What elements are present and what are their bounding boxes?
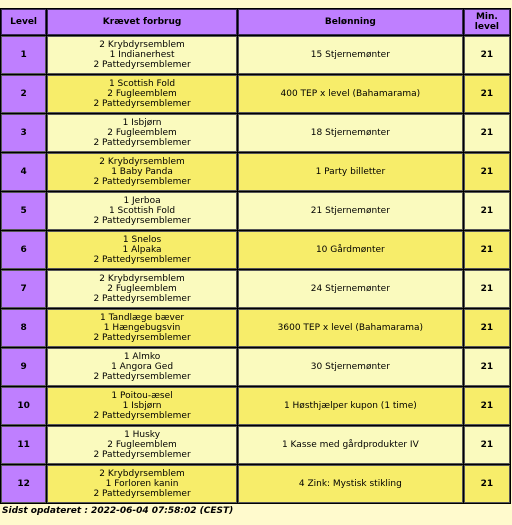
required-item: 2 Pattedyrsemblemer	[93, 489, 191, 499]
reward-cell: 4 Zink: Mystisk stikling	[238, 465, 463, 503]
reward-cell: 1 Party billetter	[238, 153, 463, 191]
required-item: 2 Fugleemblem	[107, 128, 177, 138]
table-row	[1, 231, 510, 269]
table-row	[1, 309, 510, 347]
required-item: 2 Fugleemblem	[107, 89, 177, 99]
header-level: Level	[1, 9, 46, 35]
required-item: 1 Indianerhest	[109, 50, 175, 60]
table-row	[1, 36, 510, 74]
header-reward: Belønning	[238, 9, 463, 35]
required-cell	[47, 465, 237, 503]
level-cell: 2	[1, 75, 46, 113]
required-item: 2 Fugleemblem	[107, 440, 177, 450]
required-item: 2 Krybdyrsemblem	[99, 469, 185, 479]
required-item: 1 Forloren kanin	[105, 479, 179, 489]
level-cell: 3	[1, 114, 46, 152]
required-item: 1 Tandlæge bæver	[100, 313, 185, 323]
required-item: 2 Pattedyrsemblemer	[93, 333, 191, 343]
table-row	[1, 270, 510, 308]
level-cell: 1	[1, 36, 46, 74]
header-required: Krævet forbrug	[47, 9, 237, 35]
required-item: 2 Pattedyrsemblemer	[93, 450, 191, 460]
min-level-cell: 21	[464, 270, 510, 308]
table-row	[1, 192, 510, 230]
table-row	[1, 426, 510, 464]
required-item: 2 Pattedyrsemblemer	[93, 60, 191, 70]
required-cell	[47, 192, 237, 230]
required-cell	[47, 114, 237, 152]
reward-cell: 1 Høsthjælper kupon (1 time)	[238, 387, 463, 425]
reward-cell: 18 Stjernemønter	[238, 114, 463, 152]
min-level-cell: 21	[464, 426, 510, 464]
required-cell	[47, 309, 237, 347]
min-level-cell: 21	[464, 192, 510, 230]
required-item: 2 Pattedyrsemblemer	[93, 138, 191, 148]
required-cell	[47, 153, 237, 191]
required-cell	[47, 426, 237, 464]
required-item: 2 Krybdyrsemblem	[99, 40, 185, 50]
min-level-cell: 21	[464, 387, 510, 425]
required-item: 2 Pattedyrsemblemer	[93, 99, 191, 109]
min-level-cell: 21	[464, 36, 510, 74]
required-item: 2 Pattedyrsemblemer	[93, 177, 191, 187]
required-item: 1 Snelos	[122, 235, 162, 245]
header-row	[1, 9, 510, 35]
last-updated: Sidst opdateret : 2022-06-04 07:58:02 (CEST)	[2, 506, 234, 516]
table-row	[1, 465, 510, 503]
min-level-cell: 21	[464, 114, 510, 152]
reward-cell: 1 Kasse med gårdprodukter IV	[238, 426, 463, 464]
required-item: 1 Scottish Fold	[108, 206, 176, 216]
table-row	[1, 114, 510, 152]
required-item: 1 Isbjørn	[122, 118, 162, 128]
required-item: 1 Angora Ged	[111, 362, 174, 372]
min-level-cell: 21	[464, 75, 510, 113]
level-cell: 4	[1, 153, 46, 191]
table-row	[1, 348, 510, 386]
required-item: 2 Pattedyrsemblemer	[93, 294, 191, 304]
header-min-level	[464, 9, 510, 35]
required-item: 2 Pattedyrsemblemer	[93, 255, 191, 265]
level-cell: 11	[1, 426, 46, 464]
required-cell	[47, 36, 237, 74]
levels-table-body	[1, 36, 510, 503]
reward-cell: 24 Stjernemønter	[238, 270, 463, 308]
required-item: 1 Isbjørn	[122, 401, 162, 411]
required-cell	[47, 348, 237, 386]
level-cell: 5	[1, 192, 46, 230]
min-level-cell: 21	[464, 231, 510, 269]
required-item: 1 Scottish Fold	[108, 79, 176, 89]
required-cell	[47, 270, 237, 308]
required-item: 2 Pattedyrsemblemer	[93, 216, 191, 226]
min-level-cell: 21	[464, 465, 510, 503]
reward-cell: 3600 TEP x level (Bahamarama)	[238, 309, 463, 347]
level-cell: 12	[1, 465, 46, 503]
level-cell: 6	[1, 231, 46, 269]
header-min-level-label: Min. level	[474, 12, 500, 32]
required-cell	[47, 231, 237, 269]
required-item: 1 Alpaka	[122, 245, 162, 255]
level-cell: 9	[1, 348, 46, 386]
required-item: 1 Jerboa	[123, 196, 161, 206]
min-level-cell: 21	[464, 348, 510, 386]
reward-cell: 30 Stjernemønter	[238, 348, 463, 386]
table-row	[1, 387, 510, 425]
reward-cell: 400 TEP x level (Bahamarama)	[238, 75, 463, 113]
level-cell: 7	[1, 270, 46, 308]
required-item: 2 Fugleemblem	[107, 284, 177, 294]
table-row	[1, 153, 510, 191]
required-cell	[47, 387, 237, 425]
table-row	[1, 75, 510, 113]
required-item: 2 Pattedyrsemblemer	[93, 372, 191, 382]
required-item: 1 Husky	[124, 430, 161, 440]
required-item: 1 Hængebugsvin	[103, 323, 181, 333]
required-item: 2 Krybdyrsemblem	[99, 157, 185, 167]
required-item: 2 Krybdyrsemblem	[99, 274, 185, 284]
reward-cell: 15 Stjernemønter	[238, 36, 463, 74]
level-cell: 8	[1, 309, 46, 347]
required-item: 1 Almko	[123, 352, 161, 362]
required-item: 1 Poitou-æsel	[111, 391, 173, 401]
required-cell	[47, 75, 237, 113]
required-item: 1 Baby Panda	[111, 167, 173, 177]
min-level-cell: 21	[464, 153, 510, 191]
required-item: 2 Pattedyrsemblemer	[93, 411, 191, 421]
levels-table	[0, 8, 511, 504]
reward-cell: 10 Gårdmønter	[238, 231, 463, 269]
level-cell: 10	[1, 387, 46, 425]
min-level-cell: 21	[464, 309, 510, 347]
reward-cell: 21 Stjernemønter	[238, 192, 463, 230]
